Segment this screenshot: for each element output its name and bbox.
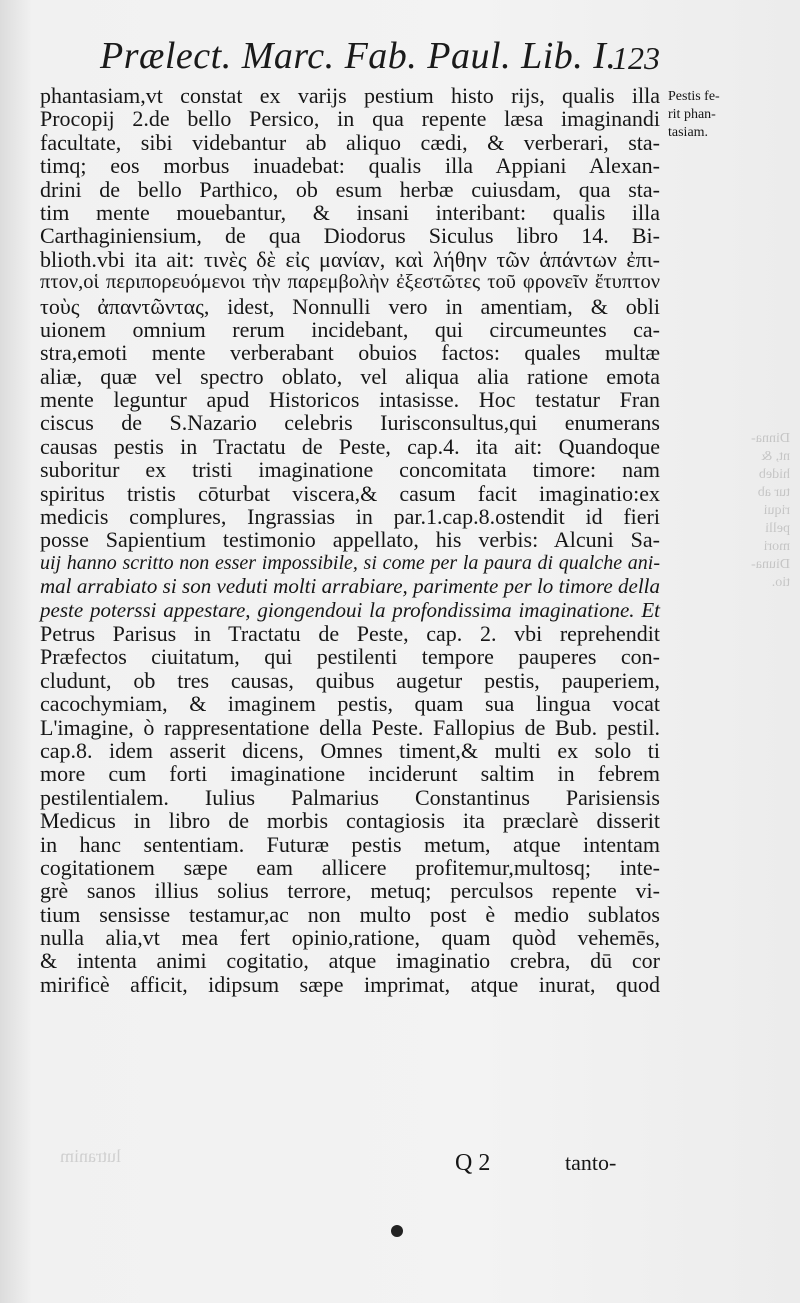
ink-blot [391, 1225, 403, 1237]
text-line: ciscus de S.Nazario celebris Iurisconsultus,qui enumerans [40, 410, 660, 436]
text-line: more cum forti imaginatione inciderunt saltim in febrem [40, 761, 660, 787]
page-number: 123 [612, 40, 660, 76]
page-header [100, 30, 660, 80]
text-line: & intenta animi cogitatio, atque imaginatio crebra, dū cor [40, 948, 660, 974]
text-line: causas pestis in Tractatu de Peste, cap.4. ita ait: Quandoque [40, 433, 660, 459]
show-through-line: Dinna- [751, 431, 790, 446]
text-line: tium sensisse testamur,ac non multo post è medio sublatos [40, 901, 660, 927]
marginal-note [668, 88, 778, 142]
text-line: in hanc sententiam. Futuræ pestis metum, atque intentam [40, 831, 660, 857]
show-through-bleed: lutranim [60, 1146, 121, 1166]
text-line: cogitationem sæpe eam allicere profitemur,multosq; inte- [40, 854, 660, 880]
text-line: blioth.vbi ita ait: τινὲς δὲ εἰς μανίαν, καὶ λήθην τῶν ἁπάντων ἐπι- [40, 246, 660, 272]
text-line: facultate, sibi videbantur ab aliquo cædi, & verberari, sta- [40, 129, 660, 155]
show-through-line: Diuna- [751, 557, 790, 572]
text-line: nulla alia,vt mea fert opinio,ratione, quam quòd vehemēs, [40, 925, 660, 951]
text-line: suboritur ex tristi imaginatione concomitata timore: nam [40, 457, 660, 483]
text-line: Carthaginiensium, de qua Diodorus Siculus libro 14. Bi- [40, 223, 660, 249]
marginal-note-line: Pestis fe- [668, 89, 720, 104]
text-line: L'imagine, ò rappresentatione della Peste. Fallopius de Bub. pestil. [40, 714, 660, 740]
marginal-note-line: rit phan- [668, 107, 716, 122]
show-through-line: tio. [771, 575, 790, 590]
show-through-text [670, 430, 790, 592]
text-line: peste poterssi appestare, giongendoui la profondissima imaginatione. Et [40, 597, 660, 622]
text-line: τοὺς ἀπαντῶντας, idest, Nonnulli vero in amentiam, & obli [40, 293, 660, 319]
text-line: Procopij 2.de bello Persico, in qua repente læsa imaginandi [40, 106, 660, 132]
text-line: mente leguntur apud Historicos intasisse. Hoc testatur Fran [40, 387, 660, 413]
show-through-line: mori [763, 539, 790, 554]
text-line: medicis complures, Ingrassias in par.1.cap.8.ostendit id fieri [40, 504, 660, 530]
text-line: stra,emoti mente verberabant obuios factos: quales multæ [40, 340, 660, 366]
running-title: Prælect. Marc. Fab. Paul. Lib. I. [100, 35, 617, 77]
signature-mark: Q 2 [455, 1150, 491, 1176]
text-line: posse Sapientium testimonio appellato, his verbis: Alcuni Sa- [40, 527, 660, 553]
text-line: mirificè afficit, idipsum sæpe imprimat, atque inurat, quod [40, 971, 660, 997]
text-line: Præfectos ciuitatum, qui pestilenti tempore pauperes con- [40, 644, 660, 670]
text-line: spiritus tristis cōturbat viscera,& casum facit imaginatio:ex [40, 480, 660, 506]
text-line: cludunt, ob tres causas, quibus augetur pestis, pauperiem, [40, 667, 660, 693]
text-line: uionem omnium rerum incidebant, qui circumeuntes ca- [40, 316, 660, 342]
show-through-line: riqui [763, 503, 790, 518]
catchword: tanto- [565, 1150, 617, 1175]
text-line: mal arrabiato si son veduti molti arrabiare, parimente per lo timore della [40, 574, 660, 599]
text-line: cap.8. idem asserit dicens, Omnes timent,& multi ex solo ti [40, 737, 660, 763]
show-through-line: nt, & [761, 449, 790, 464]
page-footer [40, 1150, 660, 1190]
text-line: aliæ, quæ vel spectro oblato, vel aliqua alia ratione emota [40, 363, 660, 389]
show-through-line: tur ab [757, 485, 790, 500]
text-line: grè sanos illius solius terrore, metuq; perculsos repente vi- [40, 878, 660, 904]
show-through-line: pelli [765, 521, 790, 536]
text-line: cacochymiam, & imaginem pestis, quam sua lingua vocat [40, 691, 660, 717]
body-text [40, 84, 660, 996]
text-line: pestilentialem. Iulius Palmarius Constantinus Parisiensis [40, 784, 660, 810]
text-line: uij hanno scritto non esser impossibile, si come per la paura di qualche ani- [40, 551, 660, 574]
show-through-line: hideb [758, 467, 790, 482]
text-line: phantasiam,vt constat ex varijs pestium histo rijs, qualis illa [40, 83, 660, 108]
text-line: Petrus Parisus in Tractatu de Peste, cap. 2. vbi reprehendit [40, 620, 660, 646]
text-line: πτον,οἱ περιπορευόμενοι τὴν παρεμβολὴν ἐξεστῶτες τοῦ φρονεῖν ἔτυπτον [40, 271, 660, 294]
text-line: Medicus in libro de morbis contagiosis ita præclarè disserit [40, 808, 660, 834]
marginal-note-line: tasiam. [668, 125, 709, 140]
text-line: timq; eos morbus inuadebat: qualis illa Appiani Alexan- [40, 153, 660, 179]
text-line: drini de bello Parthico, ob esum herbæ cuiusdam, qua sta- [40, 176, 660, 202]
text-line: tim mente mouebantur, & insani interibant: qualis illa [40, 199, 660, 225]
